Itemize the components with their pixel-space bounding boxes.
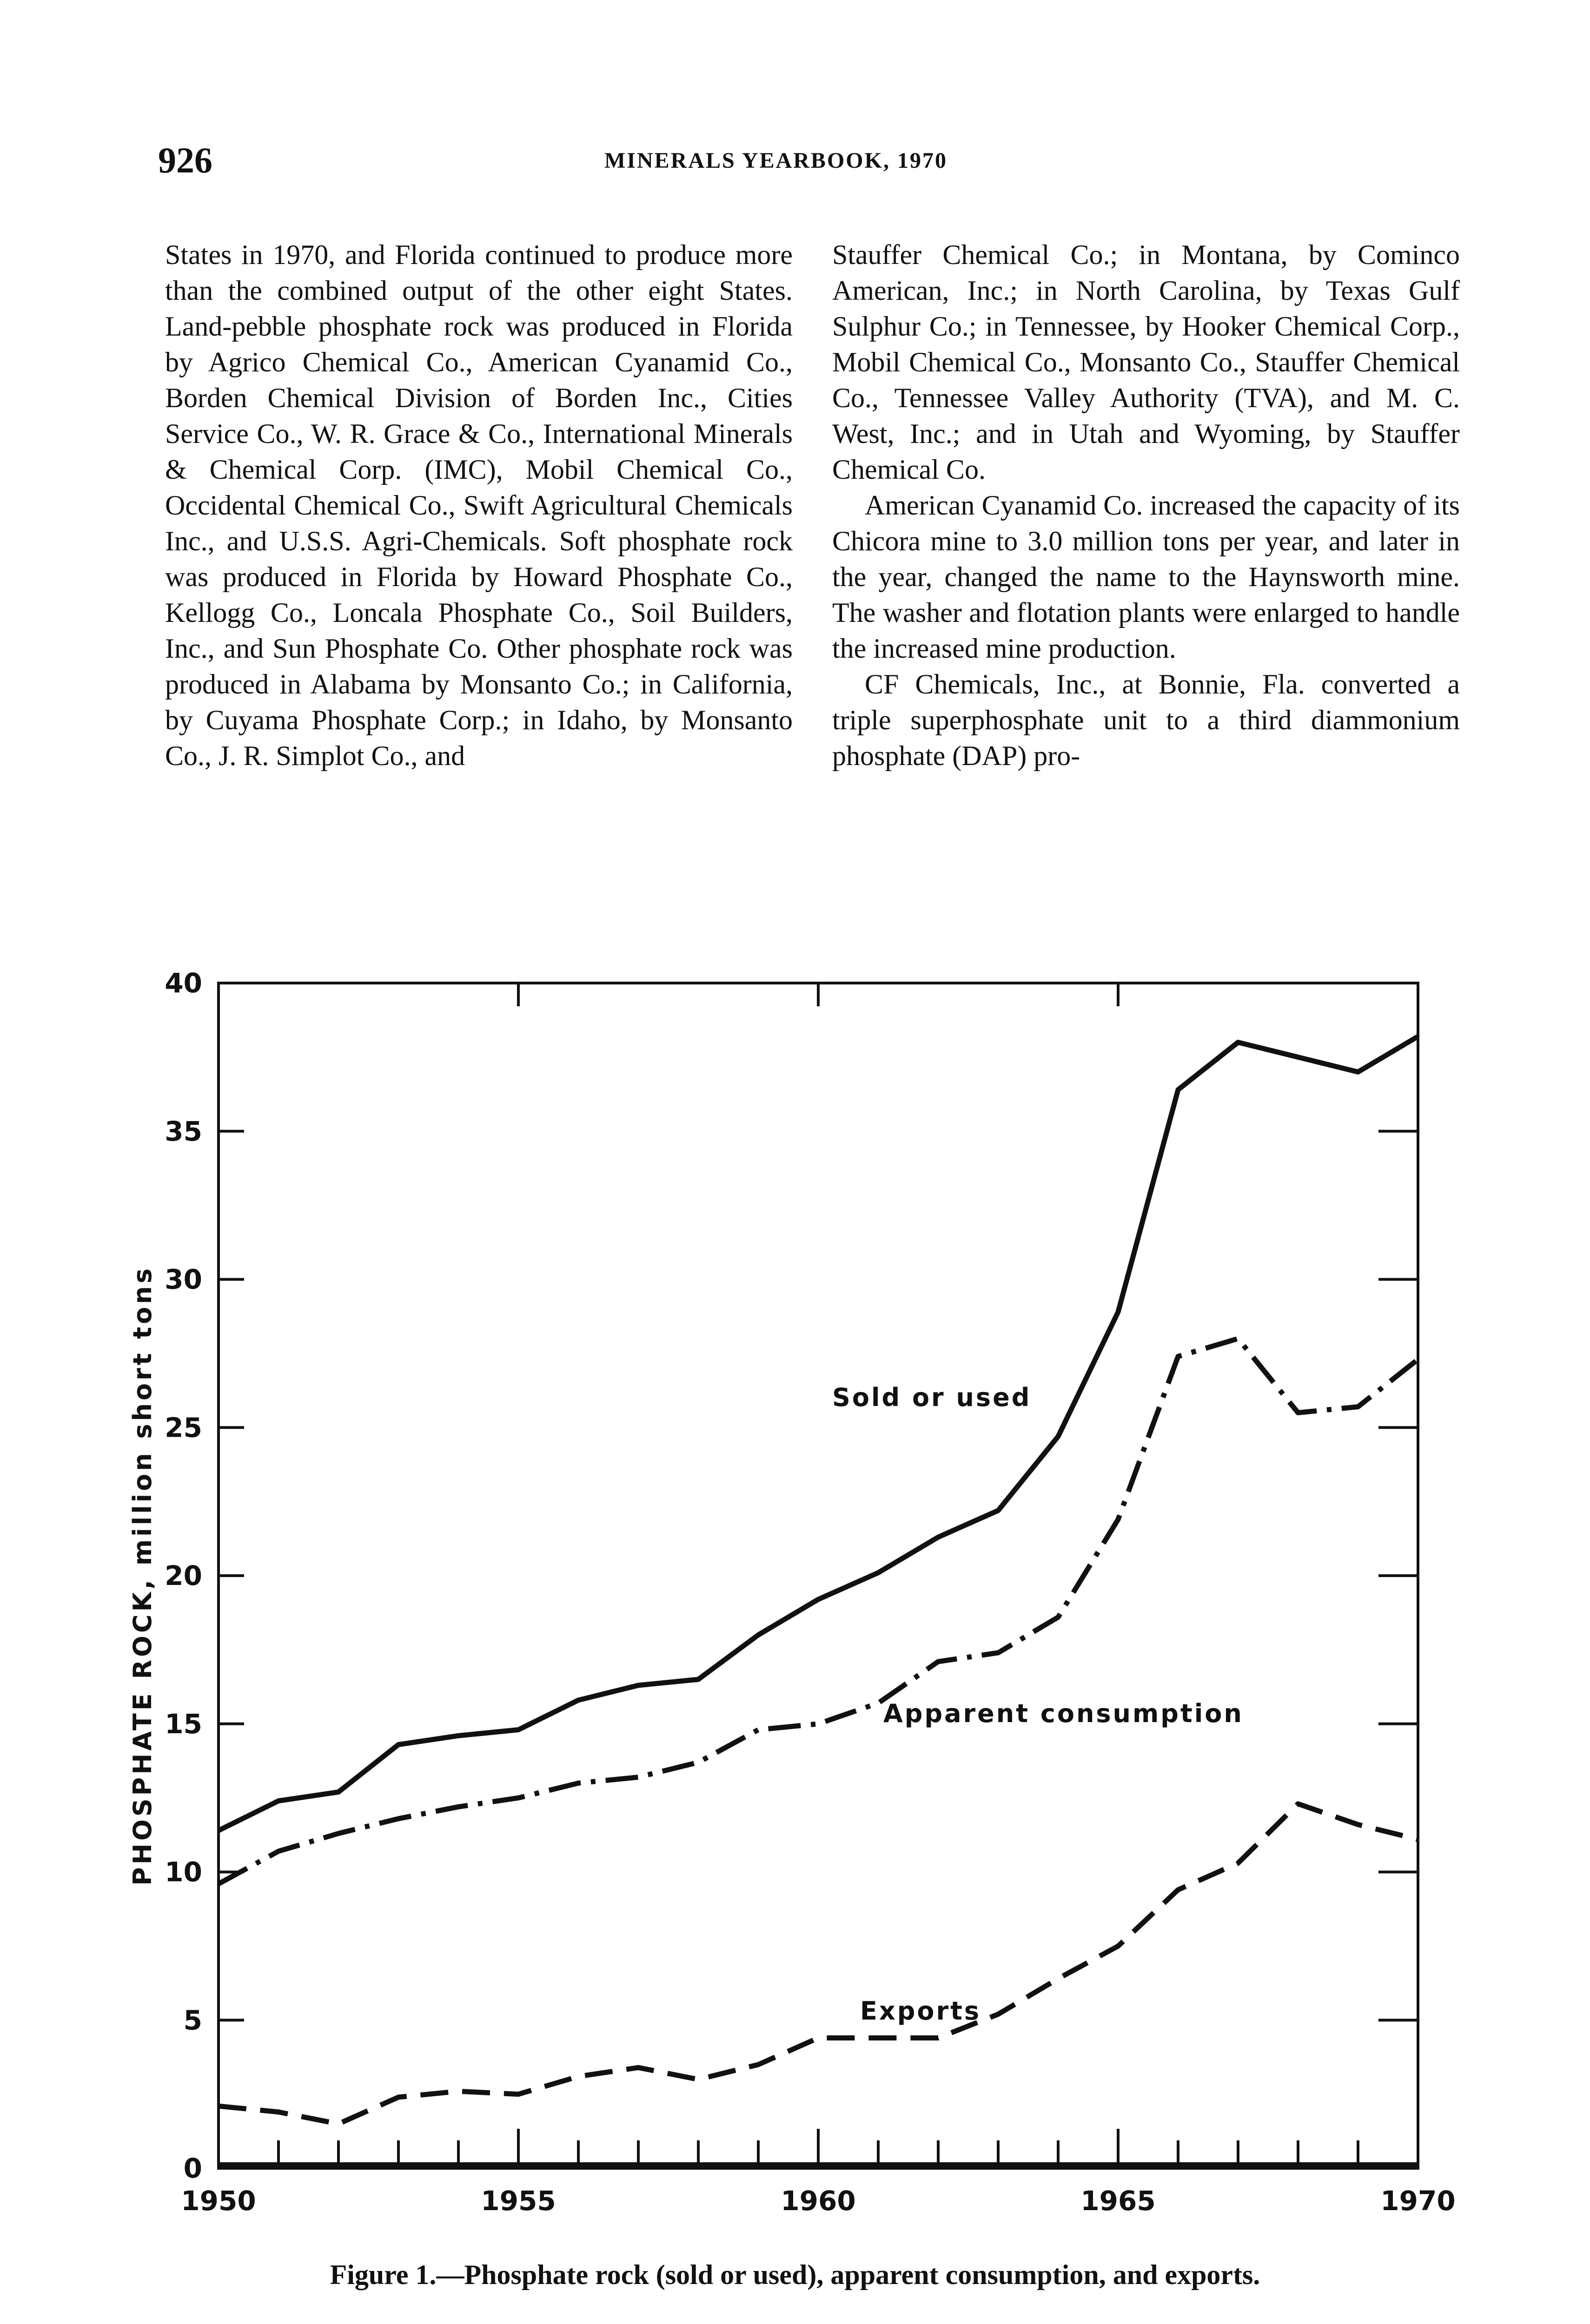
data-point-exports [878,2038,879,2039]
data-point-apparent-consumption [338,1833,339,1834]
paragraph: CF Chemicals, Inc., at Bonnie, Fla. converted a triple superphosphate unit to a third diammonium phosphate (DAP) pro- [832,669,1460,771]
y-axis-label: PHOSPHATE ROCK, million short tons [128,1266,157,1886]
data-point-exports [338,2123,339,2124]
data-point-exports [818,2038,819,2039]
data-point-sold-or-used [398,1744,399,1745]
data-point-apparent-consumption [1238,1338,1239,1339]
data-point-sold-or-used [878,1572,879,1573]
x-tick-label: 1965 [1080,2185,1156,2217]
data-point-apparent-consumption [218,1883,219,1884]
y-tick-label: 10 [165,1856,202,1888]
running-title: MINERALS YEARBOOK, 1970 [604,148,947,173]
data-point-apparent-consumption [458,1806,459,1807]
data-point-apparent-consumption [518,1797,519,1798]
series-line-exports [219,1804,1418,2124]
data-point-apparent-consumption [638,1777,639,1778]
paragraph: Stauffer Chemical Co.; in Montana, by Cominco American, Inc.; in North Carolina, by Texas Gulf Sulphur Co.; in Tennessee, by Hooker Chemical Corp., Mobil Chemical Co., Monsanto Co., Stauffer Chemical Co., Tennessee Valley Authority (TVA), and M. C. West, Inc.; and in Utah and Wyoming, by Stauffer Chemical Co. [832,239,1460,485]
data-point-exports [938,2038,939,2039]
x-tick-label: 1960 [781,2185,856,2217]
plot-frame [219,983,1418,2168]
y-tick-label: 35 [165,1115,202,1147]
y-tick-label: 0 [183,2152,202,2184]
data-point-sold-or-used [1118,1312,1119,1313]
data-point-sold-or-used [458,1735,459,1736]
data-point-sold-or-used [938,1537,939,1538]
series-line-apparent-consumption [219,1339,1418,1884]
data-point-sold-or-used [758,1635,759,1636]
series-label-apparent-consumption: Apparent consumption [883,1699,1244,1728]
x-tick-label: 1955 [481,2185,556,2217]
data-point-sold-or-used [578,1700,579,1701]
data-point-apparent-consumption [278,1851,279,1852]
data-point-sold-or-used [698,1679,699,1680]
data-point-sold-or-used [1058,1436,1059,1437]
y-tick-label: 5 [183,2004,202,2036]
data-point-exports [518,2094,519,2095]
x-tick-label: 1950 [181,2185,256,2217]
data-point-apparent-consumption [398,1818,399,1819]
data-point-apparent-consumption [698,1762,699,1763]
data-point-exports [1178,1889,1179,1890]
data-point-apparent-consumption [1118,1519,1119,1520]
data-point-sold-or-used [1178,1089,1179,1090]
y-tick-label: 40 [165,967,202,999]
data-point-sold-or-used [1238,1042,1239,1043]
data-point-apparent-consumption [1058,1617,1059,1618]
data-point-sold-or-used [638,1685,639,1686]
y-tick-label: 15 [165,1708,202,1740]
data-point-apparent-consumption [818,1723,819,1724]
y-axis [165,967,1418,2184]
series-layer [218,1036,1418,2125]
paragraph: American Cyanamid Co. increased the capacity of its Chicora mine to 3.0 million tons per year, and later in the year, changed the name to the Haynsworth mine. The washer and flotation plants were enlarged to handle the increased mine production. [832,490,1460,664]
figure-caption: Figure 1.—Phosphate rock (sold or used), apparent consumption, and exports. [330,2259,1260,2290]
paragraph: States in 1970, and Florida continued to produce more than the combined output of the other eight States. Land-pebble phosphate rock was produced in Florida by Agrico Chemical Co., American Cyanamid Co., Borden Chemical Division of Borden Inc., Cities Service Co., W. R. Grace & Co., International Minerals & Chemical Corp. (IMC), Mobil Chemical Co., Occidental Chemical Co., Swift Agricultural Chemicals Inc., and U.S.S. Agri-Chemicals. Soft phosphate rock was produced in Florida by Howard Phosphate Co., Kellogg Co., Loncala Phosphate Co., Soil Builders, Inc., and Sun Phosphate Co. Other phosphate rock was produced in Alabama by Monsanto Co.; in California, by Cuyama Phosphate Corp.; in Idaho, by Monsanto Co., J. R. Simplot Co., and [165,239,793,771]
data-point-exports [698,2079,699,2080]
data-point-exports [578,2076,579,2077]
data-point-sold-or-used [998,1510,999,1511]
data-point-exports [638,2067,639,2068]
y-tick-label: 20 [165,1560,202,1591]
series-label-sold-or-used: Sold or used [832,1383,1032,1412]
data-point-exports [758,2064,759,2065]
data-point-exports [1058,1978,1059,1979]
page-number: 926 [158,140,212,180]
data-point-apparent-consumption [1178,1356,1179,1357]
data-point-exports [278,2112,279,2113]
data-point-exports [458,2091,459,2092]
data-point-exports [1238,1862,1239,1863]
x-tick-label: 1970 [1380,2185,1456,2217]
data-point-sold-or-used [818,1599,819,1600]
data-point-apparent-consumption [938,1661,939,1662]
data-point-exports [398,2097,399,2098]
series-label-exports: Exports [860,1996,981,2026]
y-tick-label: 30 [165,1263,202,1295]
data-point-sold-or-used [218,1830,219,1831]
data-point-sold-or-used [338,1791,339,1792]
data-point-apparent-consumption [998,1652,999,1653]
y-tick-label: 25 [165,1412,202,1444]
data-point-exports [998,2014,999,2015]
data-point-sold-or-used [278,1801,279,1802]
data-point-exports [1118,1946,1119,1947]
